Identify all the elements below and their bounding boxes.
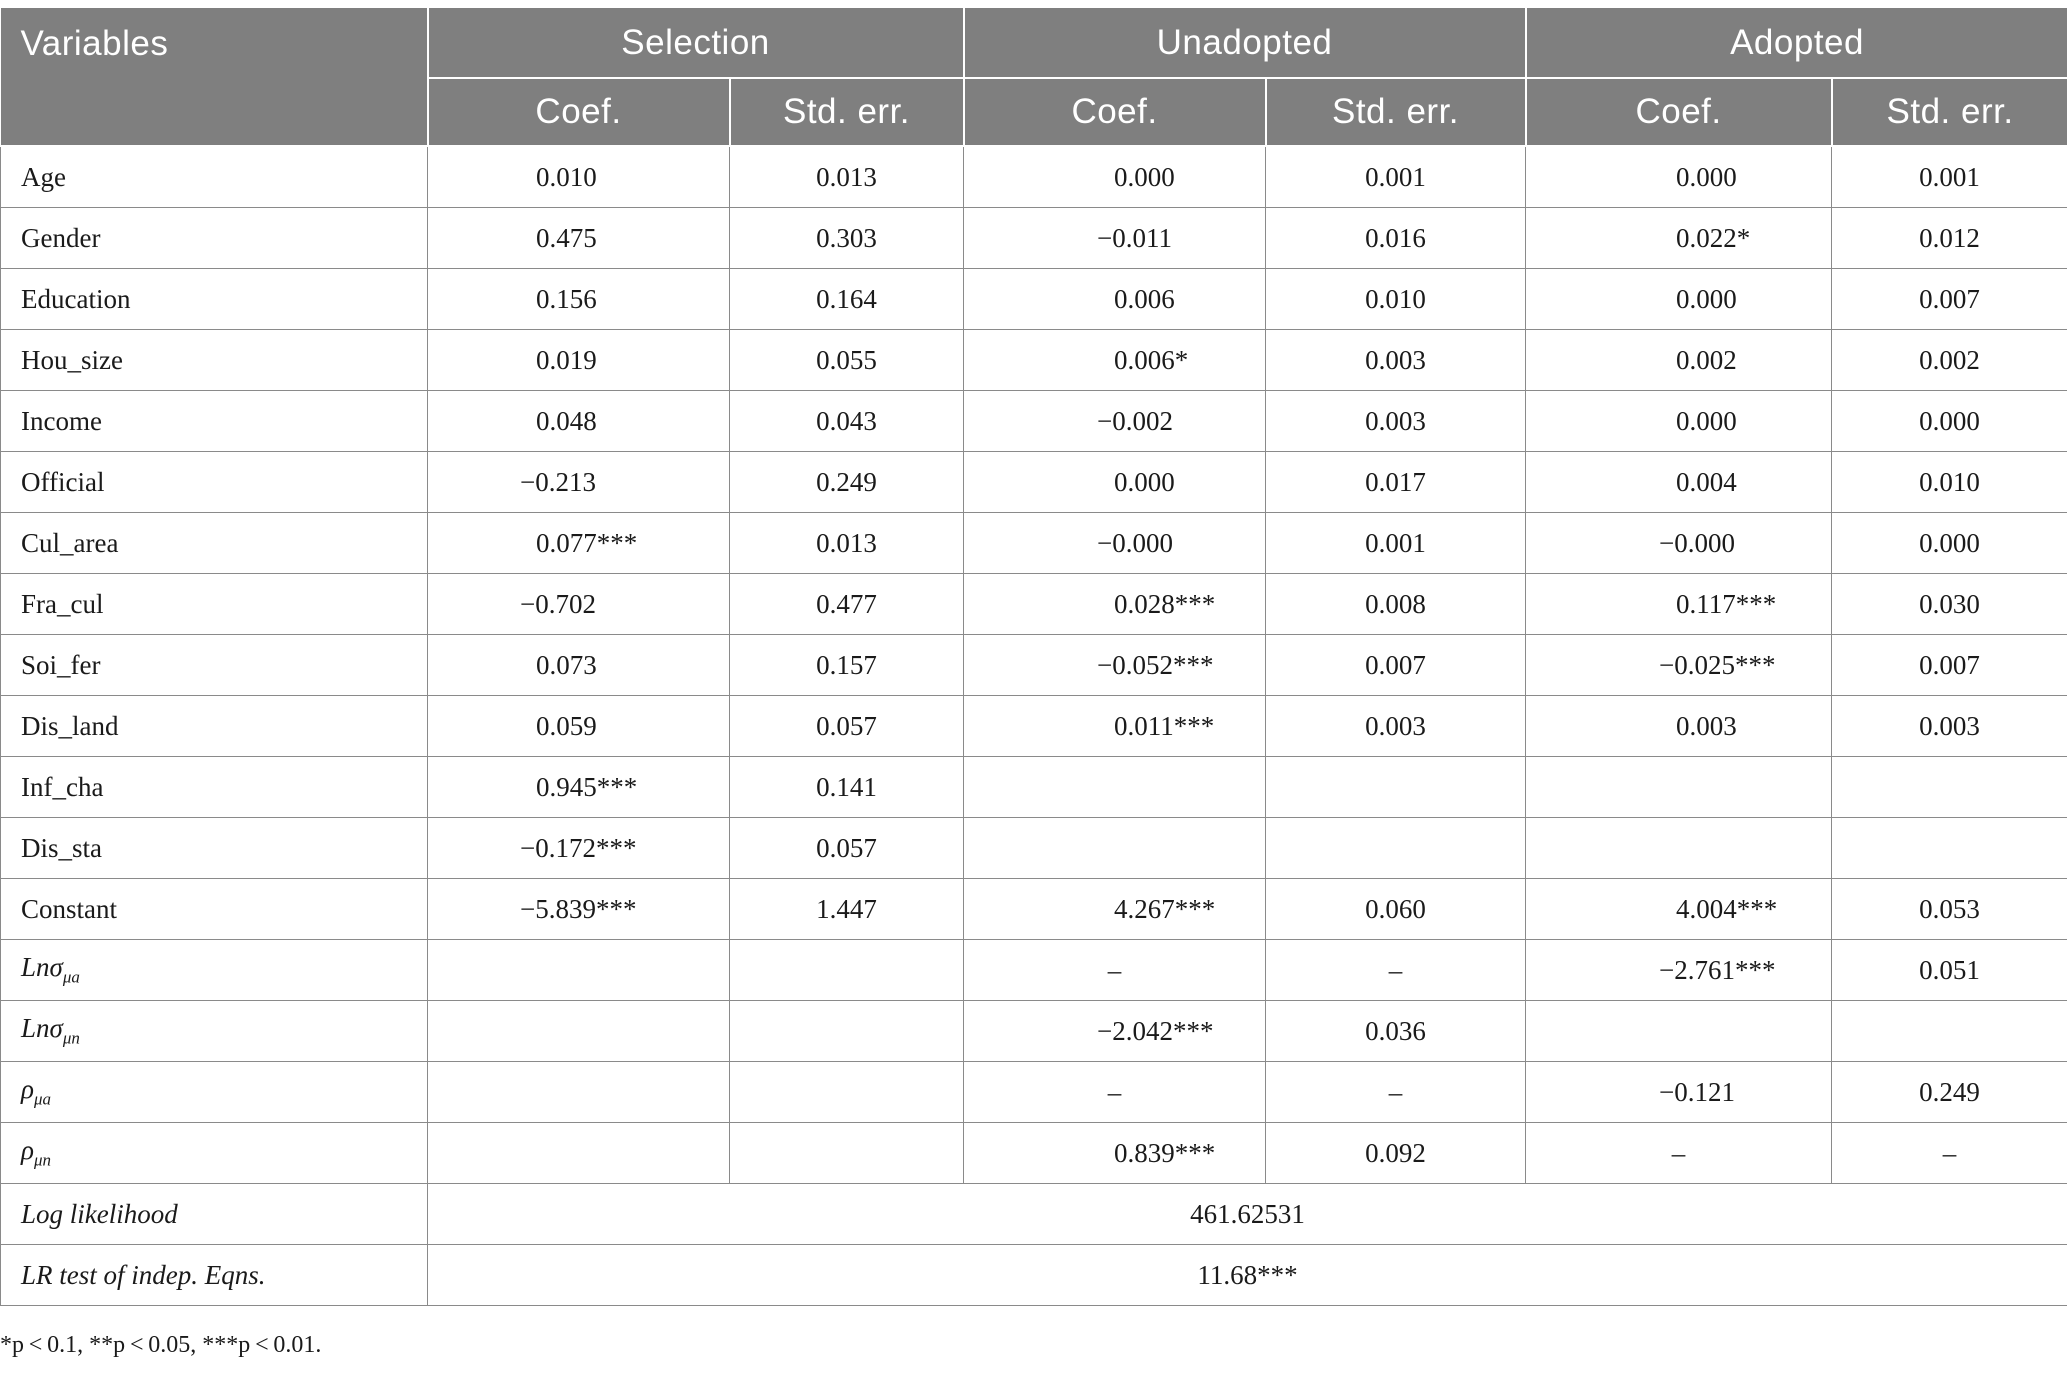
row-label: [1, 146, 428, 208]
coef-cell: 4.004***: [1526, 879, 1832, 940]
std-err-cell: 0.013: [730, 146, 964, 208]
std-err-cell: 0.016: [1266, 208, 1526, 269]
std-err-cell: 0.000: [1832, 513, 2067, 574]
coef-cell: –: [964, 940, 1266, 1001]
row-label-text: Education: [21, 283, 131, 314]
coef-cell: 0.000: [1526, 391, 1832, 452]
row-label-text: Lnσ: [21, 1013, 63, 1044]
table-row: [1, 391, 2067, 452]
row-label-text: Fra_cul: [21, 588, 104, 619]
coef-cell: 0.048: [428, 391, 730, 452]
row-label: [1, 696, 428, 757]
coef-cell: 0.028***: [964, 574, 1266, 635]
table-row: [1, 1123, 2067, 1184]
group-header-selection: Selection: [428, 8, 964, 78]
std-err-cell: 0.141: [730, 757, 964, 818]
std-err-cell: [730, 1001, 964, 1062]
coef-cell: [1526, 818, 1832, 879]
coef-cell: 0.002: [1526, 330, 1832, 391]
coef-cell: 0.945***: [428, 757, 730, 818]
table-row: [1, 818, 2067, 879]
table-row: [1, 940, 2067, 1001]
table-row: [1, 1062, 2067, 1123]
summary-value: 11.68***: [428, 1245, 2067, 1306]
row-label: [1, 330, 428, 391]
std-err-cell: 0.055: [730, 330, 964, 391]
subheader-coef: Coef.: [1526, 78, 1832, 146]
std-err-cell: 0.002: [1832, 330, 2067, 391]
subheader-std-err: Std. err.: [1832, 78, 2067, 146]
std-err-cell: 0.001: [1266, 146, 1526, 208]
coef-cell: –: [964, 1062, 1266, 1123]
row-label-text: Dis_land: [21, 710, 119, 741]
std-err-cell: –: [1266, 1062, 1526, 1123]
coef-cell: –: [1526, 1123, 1832, 1184]
row-label: [1, 879, 428, 940]
coef-cell: 0.019: [428, 330, 730, 391]
row-label-subscript: μn: [33, 1150, 52, 1170]
coef-cell: 0.000: [964, 452, 1266, 513]
std-err-cell: 0.010: [1832, 452, 2067, 513]
std-err-cell: 0.008: [1266, 574, 1526, 635]
row-label-text: Constant: [21, 893, 118, 924]
coef-cell: −0.172***: [428, 818, 730, 879]
summary-value: 461.62531: [428, 1184, 2067, 1245]
row-label-text: Hou_size: [21, 344, 123, 375]
coef-cell: −0.121: [1526, 1062, 1832, 1123]
row-label: [1, 208, 428, 269]
row-label: [1, 391, 428, 452]
std-err-cell: 0.007: [1832, 635, 2067, 696]
std-err-cell: 0.057: [730, 818, 964, 879]
coef-cell: 0.022*: [1526, 208, 1832, 269]
coef-cell: −0.213: [428, 452, 730, 513]
regression-table-container: [0, 8, 2067, 1306]
std-err-cell: [1832, 757, 2067, 818]
coef-cell: [428, 940, 730, 1001]
coef-cell: 0.839***: [964, 1123, 1266, 1184]
coef-cell: 0.006*: [964, 330, 1266, 391]
row-label-text: Inf_cha: [21, 771, 104, 802]
std-err-cell: 0.007: [1832, 269, 2067, 330]
group-header-unadopted: Unadopted: [964, 8, 1526, 78]
row-label-text: ρ: [21, 1135, 34, 1166]
std-err-cell: –: [1832, 1123, 2067, 1184]
subheader-coef: Coef.: [964, 78, 1266, 146]
coef-cell: −0.011: [964, 208, 1266, 269]
row-label: [1, 940, 428, 1001]
std-err-cell: 0.051: [1832, 940, 2067, 1001]
significance-note: *p < 0.1, **p < 0.05, ***p < 0.01.: [0, 1332, 322, 1358]
coef-cell: 0.073: [428, 635, 730, 696]
std-err-cell: 0.092: [1266, 1123, 1526, 1184]
coef-cell: 0.011***: [964, 696, 1266, 757]
row-label-text: Cul_area: [21, 527, 119, 558]
table-body: [1, 146, 2067, 1306]
coef-cell: 0.006: [964, 269, 1266, 330]
row-label-subscript: μa: [62, 967, 80, 987]
subheader-std-err: Std. err.: [1266, 78, 1526, 146]
subheader-coef: Coef.: [428, 78, 730, 146]
coef-cell: 0.059: [428, 696, 730, 757]
table-row: [1, 513, 2067, 574]
std-err-cell: 0.003: [1832, 696, 2067, 757]
coef-cell: −5.839***: [428, 879, 730, 940]
std-err-cell: 0.043: [730, 391, 964, 452]
group-header-adopted: Adopted: [1526, 8, 2067, 78]
coef-cell: [428, 1062, 730, 1123]
coef-cell: [964, 818, 1266, 879]
std-err-cell: 1.447: [730, 879, 964, 940]
coef-cell: 0.003: [1526, 696, 1832, 757]
row-label: [1, 757, 428, 818]
table-row: [1, 879, 2067, 940]
table-row: [1, 208, 2067, 269]
row-label-text: Age: [21, 161, 66, 192]
table-row: [1, 269, 2067, 330]
coef-cell: [1526, 1001, 1832, 1062]
std-err-cell: 0.001: [1832, 146, 2067, 208]
summary-row: [1, 1245, 2067, 1306]
coef-cell: −0.052***: [964, 635, 1266, 696]
table-row: [1, 574, 2067, 635]
coef-cell: 4.267***: [964, 879, 1266, 940]
std-err-cell: 0.157: [730, 635, 964, 696]
summary-row: [1, 1184, 2067, 1245]
summary-label: LR test of indep. Eqns.: [1, 1245, 428, 1306]
std-err-cell: 0.249: [1832, 1062, 2067, 1123]
std-err-cell: 0.249: [730, 452, 964, 513]
std-err-cell: 0.013: [730, 513, 964, 574]
subheader-std-err: Std. err.: [730, 78, 964, 146]
std-err-cell: 0.007: [1266, 635, 1526, 696]
row-label: [1, 1123, 428, 1184]
row-label: [1, 1062, 428, 1123]
std-err-cell: 0.060: [1266, 879, 1526, 940]
coef-cell: 0.000: [1526, 146, 1832, 208]
coef-cell: [964, 757, 1266, 818]
std-err-cell: 0.012: [1832, 208, 2067, 269]
std-err-cell: 0.003: [1266, 696, 1526, 757]
coef-cell: 0.000: [964, 146, 1266, 208]
coef-cell: [1526, 757, 1832, 818]
table-row: [1, 696, 2067, 757]
row-label-text: Lnσ: [21, 952, 63, 983]
row-label-subscript: μa: [33, 1089, 52, 1109]
coef-cell: 0.077***: [428, 513, 730, 574]
std-err-cell: [730, 940, 964, 1001]
std-err-cell: [1266, 818, 1526, 879]
row-label-text: Gender: [21, 222, 101, 253]
std-err-cell: 0.164: [730, 269, 964, 330]
regression-table: [0, 8, 2067, 1306]
coef-cell: 0.000: [1526, 269, 1832, 330]
std-err-cell: 0.477: [730, 574, 964, 635]
std-err-cell: 0.010: [1266, 269, 1526, 330]
row-label-text: Soi_fer: [21, 649, 101, 680]
std-err-cell: 0.030: [1832, 574, 2067, 635]
coef-cell: [428, 1001, 730, 1062]
row-label: [1, 1001, 428, 1062]
std-err-cell: [730, 1123, 964, 1184]
row-label-text: Income: [21, 405, 102, 436]
coef-cell: −0.002: [964, 391, 1266, 452]
row-label-text: Dis_sta: [21, 832, 102, 863]
row-label-text: ρ: [21, 1074, 34, 1105]
coef-cell: −2.042***: [964, 1001, 1266, 1062]
std-err-cell: 0.001: [1266, 513, 1526, 574]
row-label: [1, 574, 428, 635]
row-label: [1, 513, 428, 574]
row-label: [1, 269, 428, 330]
variables-header: Variables: [1, 8, 428, 146]
coef-cell: 0.117***: [1526, 574, 1832, 635]
std-err-cell: [1832, 1001, 2067, 1062]
table-row: [1, 330, 2067, 391]
std-err-cell: 0.017: [1266, 452, 1526, 513]
table-row: [1, 452, 2067, 513]
table-header: [1, 8, 2067, 146]
std-err-cell: [730, 1062, 964, 1123]
coef-cell: [428, 1123, 730, 1184]
std-err-cell: 0.000: [1832, 391, 2067, 452]
coef-cell: 0.475: [428, 208, 730, 269]
std-err-cell: 0.303: [730, 208, 964, 269]
row-label-subscript: μn: [62, 1028, 80, 1048]
coef-cell: 0.004: [1526, 452, 1832, 513]
std-err-cell: [1266, 757, 1526, 818]
coef-cell: −2.761***: [1526, 940, 1832, 1001]
std-err-cell: 0.003: [1266, 330, 1526, 391]
table-row: [1, 146, 2067, 208]
coef-cell: −0.000: [1526, 513, 1832, 574]
std-err-cell: 0.057: [730, 696, 964, 757]
coef-cell: 0.156: [428, 269, 730, 330]
row-label: [1, 635, 428, 696]
row-label-text: Official: [21, 466, 105, 497]
summary-label: Log likelihood: [1, 1184, 428, 1245]
coef-cell: −0.702: [428, 574, 730, 635]
std-err-cell: 0.003: [1266, 391, 1526, 452]
coef-cell: −0.000: [964, 513, 1266, 574]
std-err-cell: 0.053: [1832, 879, 2067, 940]
std-err-cell: –: [1266, 940, 1526, 1001]
std-err-cell: [1832, 818, 2067, 879]
coef-cell: −0.025***: [1526, 635, 1832, 696]
row-label: [1, 818, 428, 879]
std-err-cell: 0.036: [1266, 1001, 1526, 1062]
table-row: [1, 1001, 2067, 1062]
table-row: [1, 635, 2067, 696]
coef-cell: 0.010: [428, 146, 730, 208]
row-label: [1, 452, 428, 513]
table-row: [1, 757, 2067, 818]
